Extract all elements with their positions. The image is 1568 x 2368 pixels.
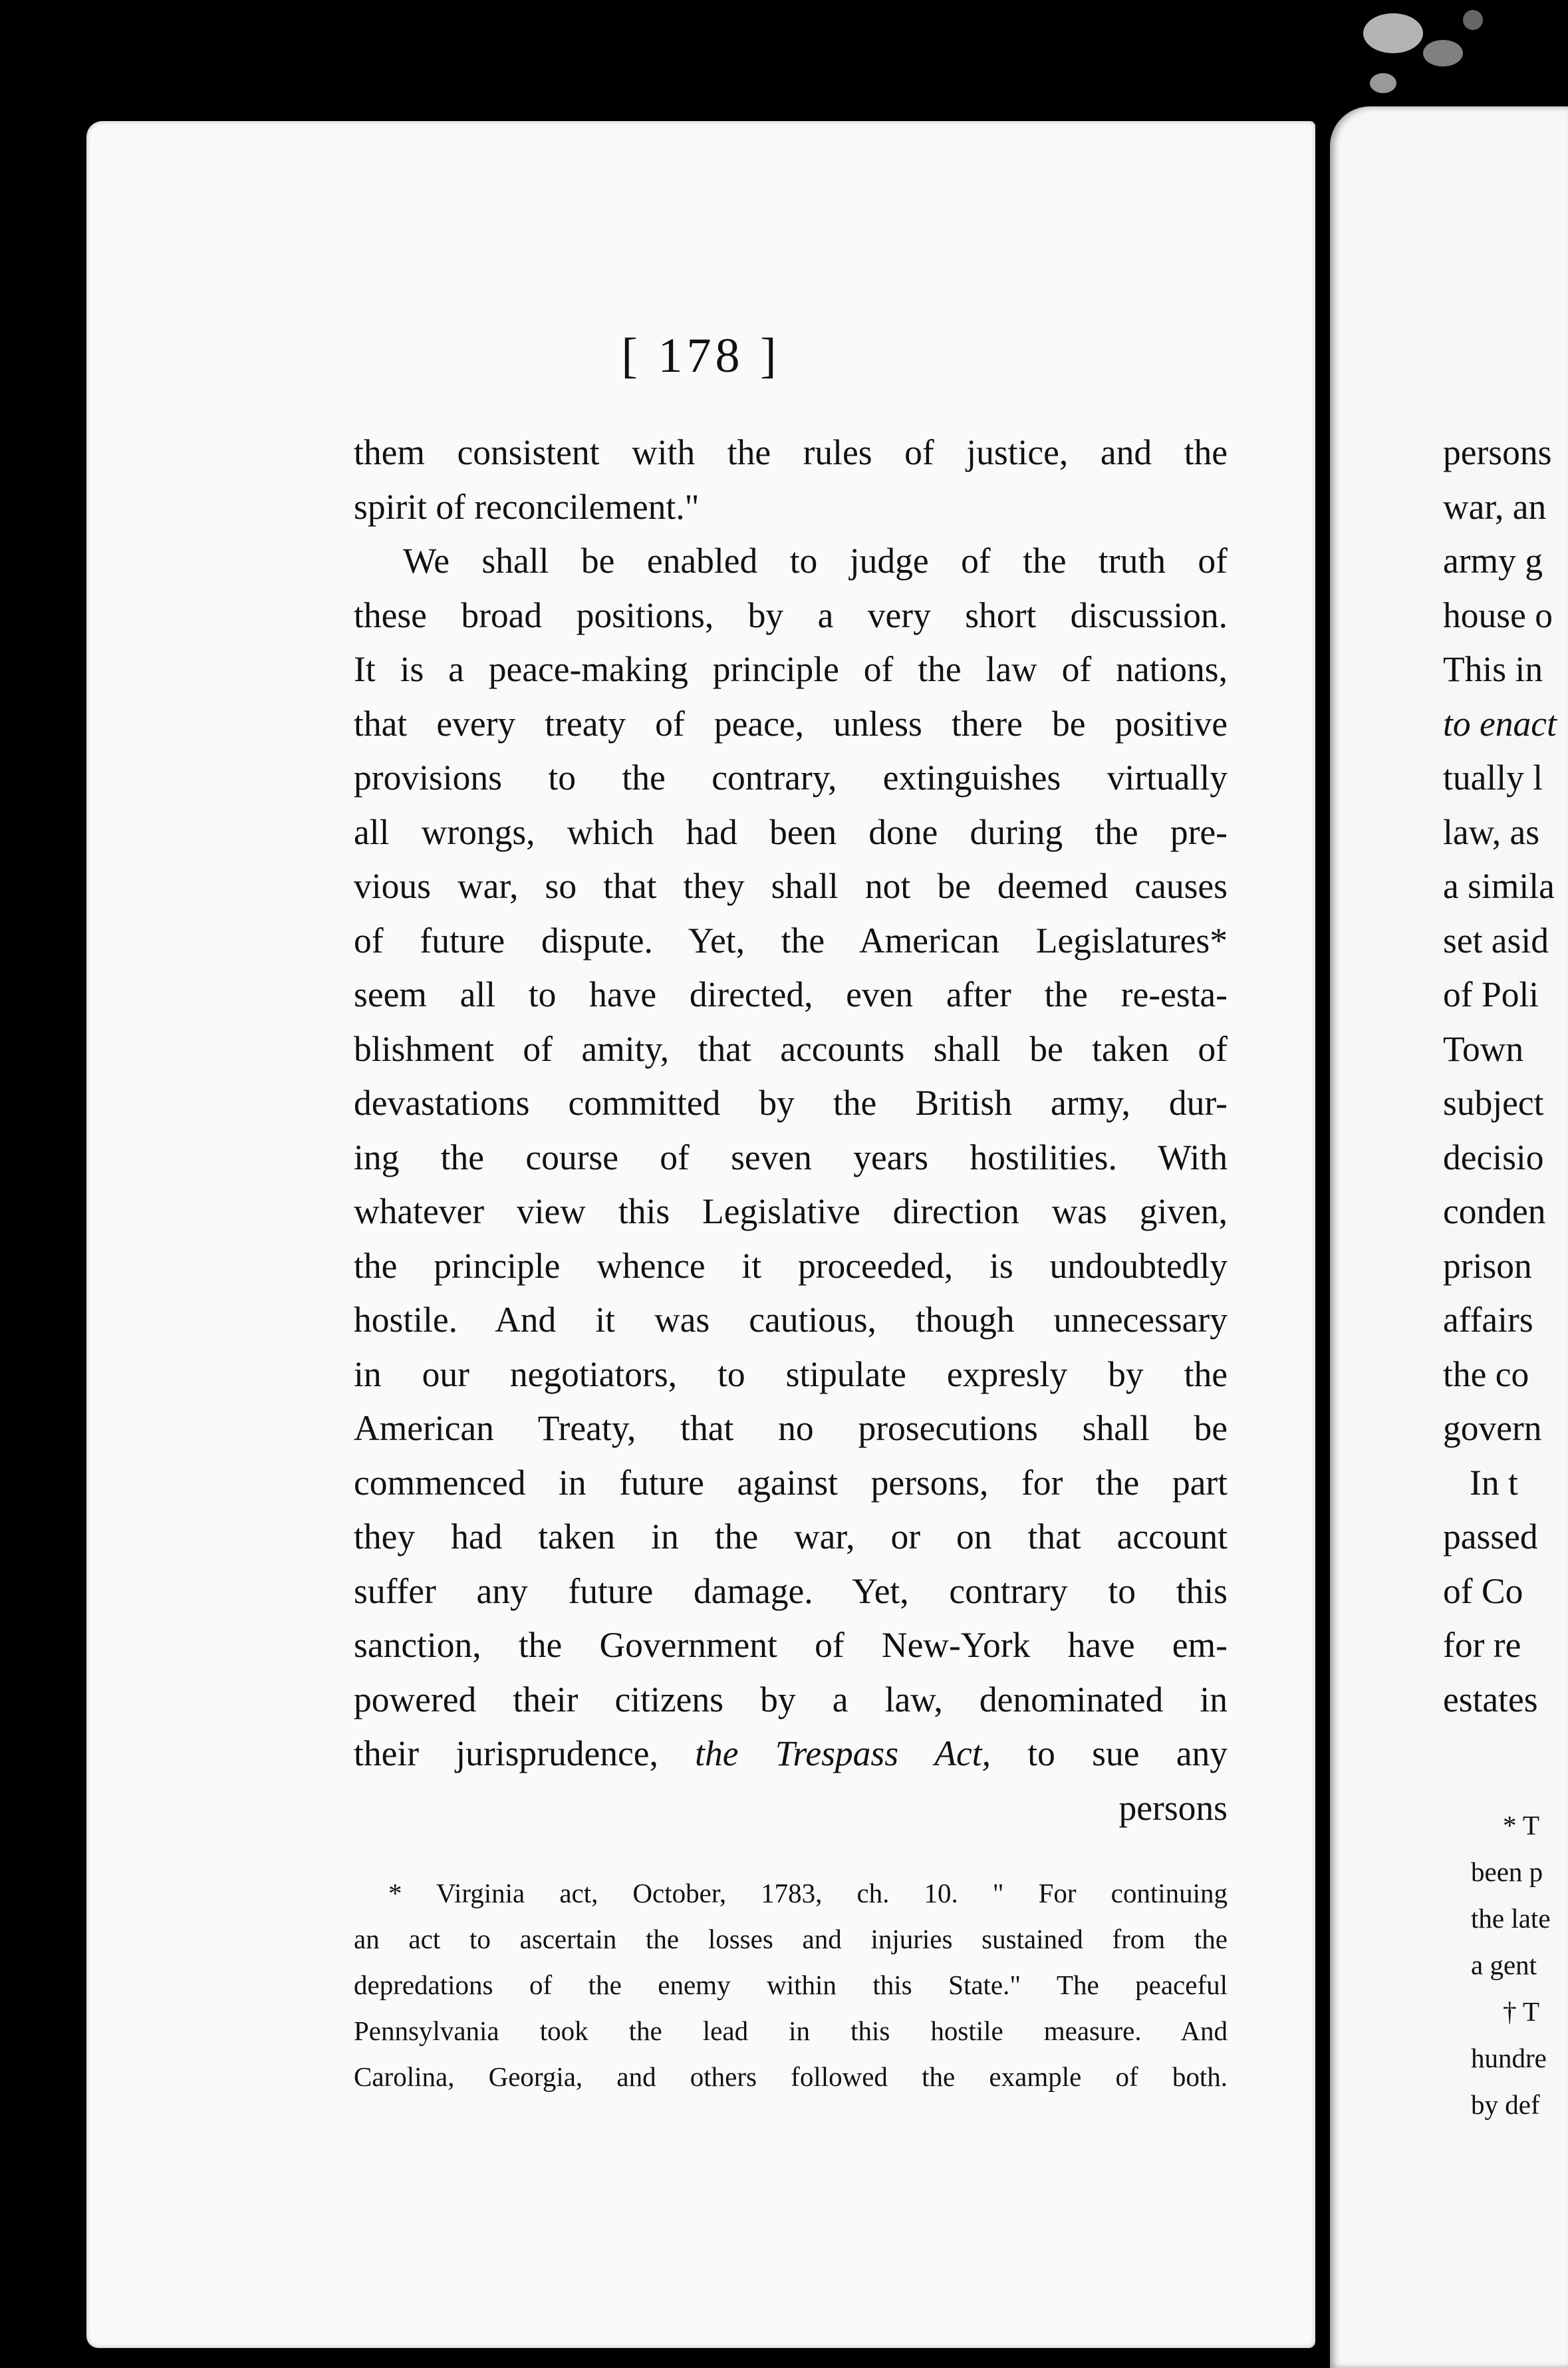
body-line: seem all to have directed, even after the re-esta- bbox=[354, 974, 1228, 1014]
facing-page-line: estates bbox=[1443, 1679, 1538, 1719]
facing-page-line: the co bbox=[1443, 1354, 1529, 1394]
body-line: We shall be enabled to judge of the truth of bbox=[403, 541, 1228, 581]
footnote-line: Pennsylvania took the lead in this hostile measure. And bbox=[354, 2015, 1228, 2046]
facing-page-line: for re bbox=[1443, 1625, 1521, 1665]
facing-page-line: persons bbox=[1443, 432, 1552, 472]
footnote-line: depredations of the enemy within this State." The peaceful bbox=[354, 1970, 1228, 2000]
footnote-line: * Virginia act, October, 1783, ch. 10. " For continuing bbox=[388, 1878, 1228, 1908]
facing-page-line: conden bbox=[1443, 1191, 1546, 1231]
body-line: whatever view this Legislative direction was given, bbox=[354, 1191, 1228, 1231]
body-line: of future dispute. Yet, the American Legislatures* bbox=[354, 920, 1228, 961]
facing-page-line: affairs bbox=[1443, 1300, 1533, 1340]
facing-page-line: of Poli bbox=[1443, 974, 1539, 1014]
facing-page-line: Town bbox=[1443, 1028, 1524, 1069]
facing-page-note-line: hundre bbox=[1471, 2043, 1547, 2073]
page-number: [ 178 ] bbox=[621, 329, 781, 383]
body-line-segment: the Trespass Act, bbox=[695, 1733, 991, 1773]
body-line: powered their citizens by a law, denominated in bbox=[354, 1679, 1228, 1719]
facing-page-note-line: by def bbox=[1471, 2089, 1540, 2120]
footnote bbox=[354, 1870, 1228, 2100]
footnote-line: Carolina, Georgia, and others followed the example of both. bbox=[354, 2061, 1228, 2092]
facing-page-note-line: † T bbox=[1503, 1996, 1540, 2027]
body-line: they had taken in the war, or on that account bbox=[354, 1517, 1228, 1556]
facing-page-line: govern bbox=[1443, 1408, 1542, 1448]
body-line: It is a peace-making principle of the law of nations, bbox=[354, 649, 1228, 689]
facing-page-note-line: the late bbox=[1471, 1903, 1551, 1934]
catchword: persons bbox=[1118, 1787, 1228, 1828]
facing-page-line: prison bbox=[1443, 1245, 1532, 1286]
facing-page-note-line: * T bbox=[1503, 1810, 1540, 1841]
body-line: blishment of amity, that accounts shall be taken of bbox=[354, 1028, 1228, 1069]
body-line-segment: to sue any bbox=[1027, 1733, 1228, 1773]
body-line: devastations committed by the British army, dur- bbox=[354, 1083, 1228, 1123]
facing-page-line: army g bbox=[1443, 541, 1543, 581]
facing-page-line: war, an bbox=[1443, 486, 1547, 527]
facing-page-line: set asid bbox=[1443, 920, 1549, 961]
body-line: American Treaty, that no prosecutions shall be bbox=[354, 1408, 1228, 1448]
body-line: vious war, so that they shall not be deemed causes bbox=[354, 866, 1228, 906]
body-text bbox=[354, 426, 1228, 1835]
facing-page-line: tually l bbox=[1443, 758, 1543, 798]
facing-page-line: In t bbox=[1470, 1462, 1518, 1503]
body-line: suffer any future damage. Yet, contrary to this bbox=[354, 1570, 1228, 1611]
body-line: the principle whence it proceeded, is undoubtedly bbox=[354, 1245, 1228, 1286]
facing-page-line: to enact bbox=[1443, 703, 1557, 744]
body-line: hostile. And it was cautious, though unnecessary bbox=[354, 1300, 1228, 1340]
body-line: in our negotiators, to stipulate expresly by the bbox=[354, 1354, 1228, 1394]
body-line: provisions to the contrary, extinguishes virtually bbox=[354, 758, 1228, 798]
body-line: all wrongs, which had been done during the pre- bbox=[354, 812, 1228, 852]
body-line: them consistent with the rules of justice, and the bbox=[354, 432, 1228, 472]
facing-page-note-line: been p bbox=[1471, 1856, 1543, 1887]
body-line: commenced in future against persons, for the part bbox=[354, 1462, 1228, 1503]
facing-page-line: a simila bbox=[1443, 866, 1555, 906]
body-line bbox=[354, 1727, 1228, 1781]
facing-page-line: subject bbox=[1443, 1083, 1544, 1123]
body-line-segment: their jurisprudence, bbox=[354, 1733, 658, 1773]
footnote-line: an act to ascertain the losses and injuries sustained from the bbox=[354, 1924, 1228, 1954]
facing-page-line: law, as bbox=[1443, 812, 1540, 852]
facing-page-note-line: a gent bbox=[1471, 1950, 1537, 1980]
facing-page-line: passed bbox=[1443, 1517, 1538, 1556]
facing-page-line: house o bbox=[1443, 595, 1553, 635]
body-line: these broad positions, by a very short discussion. bbox=[354, 595, 1228, 635]
facing-page-line: decisio bbox=[1443, 1137, 1544, 1177]
body-line: ing the course of seven years hostilities. With bbox=[354, 1137, 1228, 1177]
facing-page-line: of Co bbox=[1443, 1570, 1523, 1611]
body-line: that every treaty of peace, unless there be positive bbox=[354, 703, 1228, 744]
body-line: sanction, the Government of New-York have em- bbox=[354, 1625, 1228, 1665]
body-line: spirit of reconcilement." bbox=[354, 486, 700, 527]
facing-page-line: This in bbox=[1443, 649, 1543, 689]
